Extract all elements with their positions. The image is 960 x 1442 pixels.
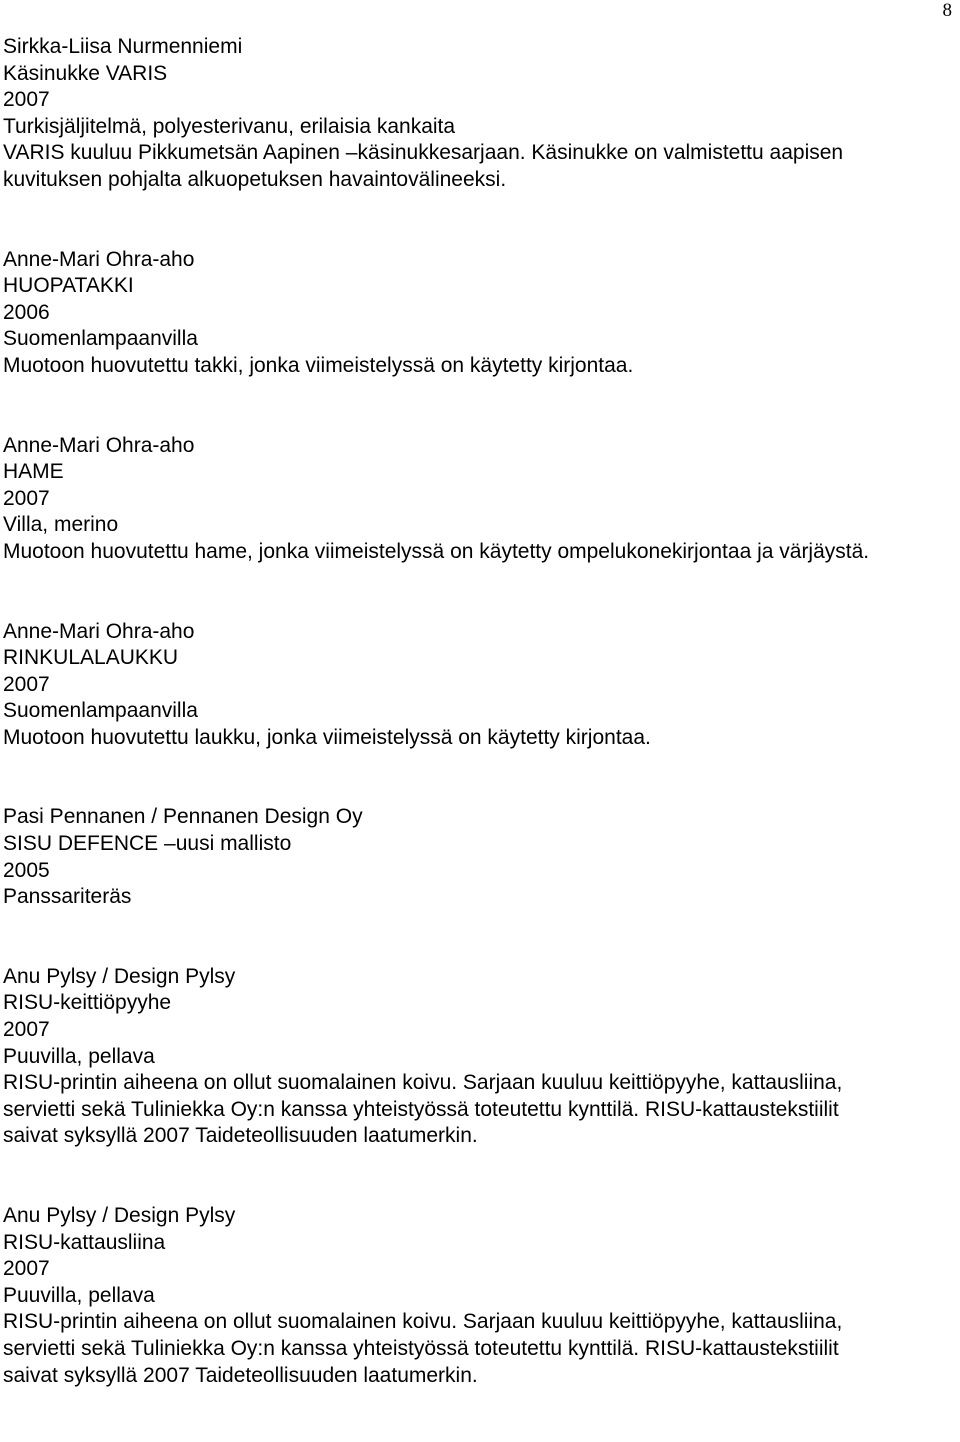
entry-line: Muotoon huovutettu laukku, jonka viimeistelyssä on käytetty kirjontaa.	[3, 725, 651, 749]
entry-line: kuvituksen pohjalta alkuopetuksen havaintovälineeksi.	[3, 167, 507, 191]
entry-line: HUOPATAKKI	[3, 274, 134, 298]
entry-line: 2006	[3, 300, 50, 324]
catalog-entry	[3, 433, 955, 566]
entry-line: RINKULALAUKKU	[3, 646, 179, 670]
entry-line: Muotoon huovutettu hame, jonka viimeistelyssä on käytetty ompelukonekirjontaa ja värjäystä.	[3, 539, 870, 563]
entry-line: Puuvilla, pellava	[3, 1044, 155, 1068]
entry-line: servietti sekä Tuliniekka Oy:n kanssa yhteistyössä toteutettu kynttilä. RISU-kattaustekstiilit	[3, 1097, 839, 1121]
entry-line: Anne-Mari Ohra-aho	[3, 247, 195, 271]
entry-line: RISU-printin aiheena on ollut suomalainen koivu. Sarjaan kuuluu keittiöpyyhe, kattausliina,	[3, 1071, 843, 1095]
entry-line: Anne-Mari Ohra-aho	[3, 619, 195, 643]
entry-line: Sirkka-Liisa Nurmenniemi	[3, 35, 243, 58]
entry-line: Anu Pylsy / Design Pylsy	[3, 964, 236, 988]
entry-line: Suomenlampaanvilla	[3, 327, 198, 351]
document-body	[3, 34, 955, 1442]
entry-line: 2005	[3, 858, 50, 882]
entry-line: HAME	[3, 460, 64, 484]
entry-line: Muotoon huovutettu takki, jonka viimeistelyssä on käytetty kirjontaa.	[3, 353, 634, 377]
entry-line: Anne-Mari Ohra-aho	[3, 433, 195, 457]
entry-line: RISU-printin aiheena on ollut suomalainen koivu. Sarjaan kuuluu keittiöpyyhe, kattausliina,	[3, 1310, 843, 1334]
entry-line: Turkisjäljitelmä, polyesterivanu, erilaisia kankaita	[3, 114, 456, 138]
entry-line: saivat syksyllä 2007 Taideteollisuuden laatumerkin.	[3, 1363, 478, 1387]
entry-line: Villa, merino	[3, 513, 119, 537]
entry-line: Pasi Pennanen / Pennanen Design Oy	[3, 805, 363, 829]
catalog-entry	[3, 804, 955, 910]
catalog-entry	[3, 247, 955, 380]
entry-line: Panssariteräs	[3, 885, 132, 909]
page-number: 8	[942, 0, 952, 21]
catalog-entry	[3, 619, 955, 752]
entry-line: saivat syksyllä 2007 Taideteollisuuden laatumerkin.	[3, 1124, 478, 1148]
entry-line: 2007	[3, 486, 50, 510]
entry-line: 2007	[3, 1018, 50, 1042]
entry-line: 2007	[3, 1257, 50, 1281]
entry-line: Suomenlampaanvilla	[3, 699, 198, 723]
entry-line: VARIS kuuluu Pikkumetsän Aapinen –käsinukkesarjaan. Käsinukke on valmistettu aapisen	[3, 141, 844, 165]
entry-line: RISU-keittiöpyyhe	[3, 991, 172, 1015]
catalog-entry	[3, 1203, 955, 1389]
entry-line: servietti sekä Tuliniekka Oy:n kanssa yhteistyössä toteutettu kynttilä. RISU-kattaustekstiilit	[3, 1336, 839, 1360]
entry-line: 2007	[3, 88, 50, 112]
entry-line: SISU DEFENCE –uusi mallisto	[3, 832, 292, 856]
catalog-entry	[3, 34, 955, 194]
entry-line: Puuvilla, pellava	[3, 1283, 155, 1307]
entry-line: 2007	[3, 672, 50, 696]
entry-line: Anu Pylsy / Design Pylsy	[3, 1204, 236, 1227]
entry-line: Käsinukke VARIS	[3, 61, 168, 85]
entry-line: RISU-kattausliina	[3, 1230, 166, 1254]
catalog-entry	[3, 964, 955, 1150]
